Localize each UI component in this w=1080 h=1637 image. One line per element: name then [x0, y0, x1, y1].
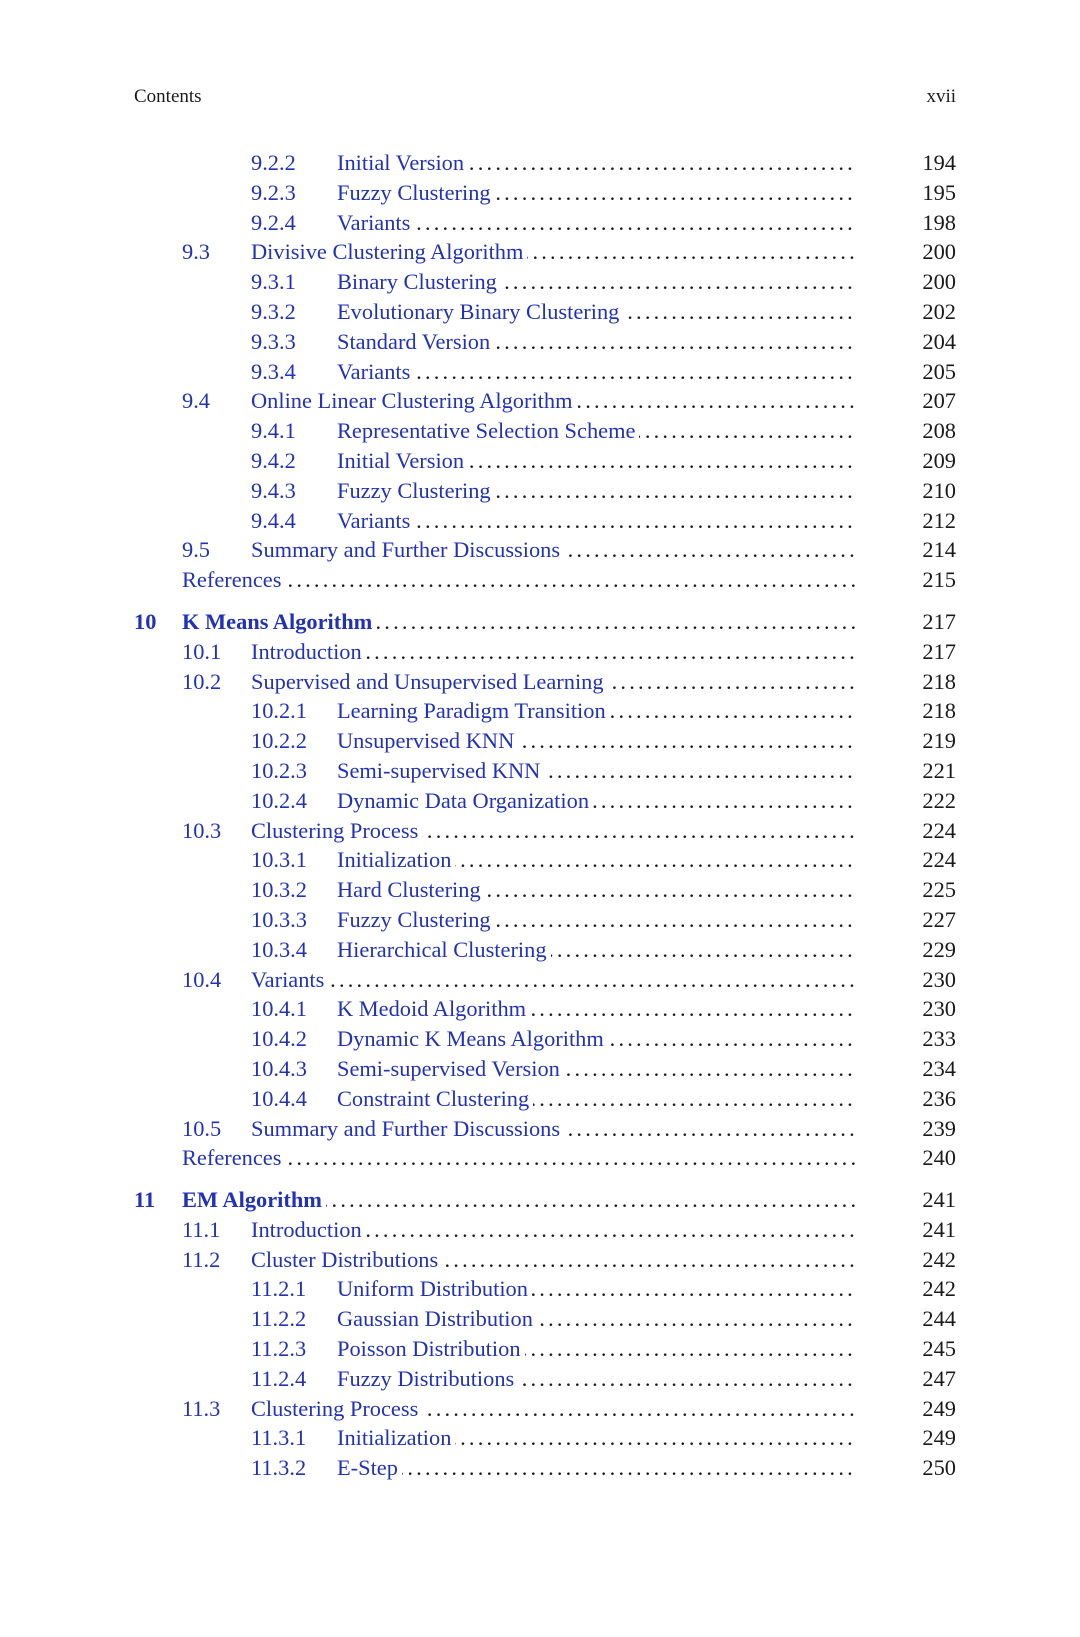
toc-entry-title-leader[interactable]	[337, 446, 856, 476]
toc-entry-title[interactable]: Clustering Process	[251, 818, 422, 843]
toc-entry-page: 219	[922, 728, 956, 754]
toc-entry-number[interactable]: 10.4.2	[251, 1026, 307, 1052]
toc-entry-title[interactable]: Poisson Distribution	[337, 1336, 525, 1361]
toc-entry[interactable]	[134, 208, 956, 238]
toc-entry-title[interactable]: Semi-supervised KNN	[337, 758, 544, 783]
toc-entry-title[interactable]: Unsupervised KNN	[337, 728, 518, 753]
toc-entry-number[interactable]: 9.5	[182, 537, 210, 563]
toc-entry-page: 207	[922, 388, 956, 414]
toc-entry-title-leader[interactable]	[337, 357, 856, 387]
toc-entry-page: 241	[922, 1187, 956, 1213]
toc-entry-number[interactable]: 10.3.1	[251, 847, 307, 873]
toc-entry-page: 240	[922, 1145, 956, 1171]
toc-entry-number[interactable]: 11.3.2	[251, 1455, 307, 1481]
toc-entry[interactable]	[134, 696, 956, 726]
toc-entry[interactable]	[134, 386, 956, 416]
toc-entry-number[interactable]: 9.3.4	[251, 358, 296, 384]
toc-entry-number[interactable]: 10	[134, 608, 157, 634]
toc-entry-number[interactable]: 10.4	[182, 966, 222, 992]
toc-entry-title[interactable]: Dynamic Data Organization	[337, 788, 593, 813]
toc-entry-page: 218	[922, 668, 956, 694]
toc-entry-title[interactable]: References	[182, 567, 285, 592]
toc-entry-title[interactable]: Initialization	[337, 1425, 455, 1450]
toc-entry-title-leader[interactable]	[337, 208, 856, 238]
toc-entry-title-leader[interactable]	[337, 297, 856, 327]
toc-entry-title[interactable]: Standard Version	[337, 329, 494, 354]
toc-entry-number[interactable]: 10.2	[182, 668, 222, 694]
toc-entry-page: 242	[922, 1246, 956, 1272]
toc-entry-title[interactable]: Introduction	[251, 639, 366, 664]
toc-entry-page: 200	[922, 269, 956, 295]
toc-entry-number[interactable]: 9.3.1	[251, 269, 296, 295]
toc-entry-number[interactable]: 9.2.2	[251, 150, 296, 175]
toc-entry-title[interactable]: Clustering Process	[251, 1396, 422, 1421]
toc-entry-title[interactable]: Fuzzy Clustering	[337, 180, 495, 205]
toc-entry-title-leader[interactable]	[337, 327, 856, 357]
toc-entry-title[interactable]: Summary and Further Discussions	[251, 537, 564, 562]
toc-entry-page: 218	[922, 698, 956, 724]
toc-entry[interactable]	[134, 1334, 956, 1364]
toc-entry-title-leader[interactable]	[337, 935, 856, 965]
toc-entry[interactable]	[134, 1423, 956, 1453]
toc-entry-number[interactable]: 11	[134, 1187, 156, 1213]
toc-entry-number[interactable]: 10.3.3	[251, 906, 307, 932]
toc-entry[interactable]	[134, 237, 956, 267]
toc-entry-number[interactable]: 10.4.4	[251, 1085, 307, 1111]
toc-entry-title[interactable]: Constraint Clustering	[337, 1086, 533, 1111]
toc-entry[interactable]	[134, 297, 956, 327]
toc-entry-page: 249	[922, 1395, 956, 1421]
toc-entry-page: 236	[922, 1085, 956, 1111]
toc-entry[interactable]	[134, 667, 956, 697]
toc-entry[interactable]	[134, 1453, 956, 1483]
toc-entry[interactable]	[134, 357, 956, 387]
toc-references-entry[interactable]	[134, 1143, 956, 1173]
toc-entry-number[interactable]: 9.4.4	[251, 507, 296, 533]
toc-entry-title-leader[interactable]	[337, 905, 856, 935]
toc-entry[interactable]	[134, 1245, 956, 1275]
toc-entry[interactable]	[134, 148, 956, 178]
toc-entry-title[interactable]: Initial Version	[337, 448, 468, 473]
toc-entry-page: 227	[922, 906, 956, 932]
toc-entry-number[interactable]: 11.3.1	[251, 1425, 307, 1451]
toc-entry[interactable]	[134, 1394, 956, 1424]
toc-entry-title[interactable]: Binary Clustering	[337, 269, 501, 294]
toc-entry-number[interactable]: 10.3	[182, 817, 222, 843]
toc-entry[interactable]	[134, 786, 956, 816]
toc-entry[interactable]	[134, 1304, 956, 1334]
toc-entry-number[interactable]: 9.4.3	[251, 477, 296, 503]
toc-entry-number[interactable]: 11.2.1	[251, 1276, 307, 1302]
toc-entry-title[interactable]: Semi-supervised Version	[337, 1056, 564, 1081]
toc-entry-page: 249	[922, 1425, 956, 1451]
toc-entry-number[interactable]: 9.2.4	[251, 209, 296, 235]
toc-entry-number[interactable]: 10.4.1	[251, 996, 307, 1022]
toc-entry-title-leader[interactable]	[337, 1084, 856, 1114]
toc-entry-title-leader[interactable]	[337, 875, 856, 905]
toc-entry-page: 224	[922, 817, 956, 843]
toc-entry-title[interactable]: Representative Selection Scheme	[337, 418, 639, 443]
toc-entry-title[interactable]: Learning Paradigm Transition	[337, 698, 610, 723]
toc-entry[interactable]	[134, 965, 956, 995]
toc-entry-title[interactable]: K Medoid Algorithm	[337, 996, 530, 1021]
toc-references-entry[interactable]	[134, 565, 956, 595]
toc-entry-title[interactable]: Uniform Distribution	[337, 1276, 532, 1301]
toc-entry-title[interactable]: Summary and Further Discussions	[251, 1116, 564, 1141]
toc-entry-title-leader[interactable]	[337, 1334, 856, 1364]
toc-entry-title[interactable]: Initial Version	[337, 150, 468, 175]
toc-entry-page: 245	[922, 1336, 956, 1362]
toc-entry-page: 194	[922, 150, 956, 175]
running-head-page-number: xvii	[926, 86, 956, 107]
toc-entry-title-leader[interactable]	[251, 816, 856, 846]
toc-entry-page: 229	[922, 936, 956, 962]
toc-entry-title[interactable]: Introduction	[251, 1217, 366, 1242]
toc-entry[interactable]	[134, 1215, 956, 1245]
toc-entry-page: 217	[922, 638, 956, 664]
toc-entry-page: 234	[922, 1055, 956, 1081]
toc-entry-title[interactable]: E-Step	[337, 1455, 402, 1480]
toc-entry-number[interactable]: 10.2.4	[251, 787, 307, 813]
toc-entry-title-leader[interactable]	[251, 1394, 856, 1424]
toc-entry-page: 200	[922, 239, 956, 265]
toc-entry-title[interactable]: Variants	[337, 210, 414, 235]
toc-entry-number[interactable]: 11.1	[182, 1216, 221, 1242]
toc-entry[interactable]	[134, 446, 956, 476]
toc-entry-title-leader[interactable]	[337, 416, 856, 446]
toc-entry-page: 195	[922, 179, 956, 205]
toc-entry-page: 239	[922, 1115, 956, 1141]
toc-entry[interactable]	[134, 1364, 956, 1394]
toc-entry-number[interactable]: 10.3.2	[251, 877, 307, 903]
toc-entry-page: 210	[922, 477, 956, 503]
toc-chapter-entry[interactable]	[134, 1185, 956, 1215]
toc-entry-page: 202	[922, 298, 956, 324]
toc-entry-title-leader[interactable]	[337, 178, 856, 208]
toc-entry-number[interactable]: 10.2.1	[251, 698, 307, 724]
toc-entry[interactable]	[134, 267, 956, 297]
toc-entry-number[interactable]: 10.5	[182, 1115, 222, 1141]
toc-entry-page: 215	[922, 567, 956, 593]
toc-entry-page: 222	[922, 787, 956, 813]
toc-entry-page: 214	[922, 537, 956, 563]
toc-entry-page: 204	[922, 328, 956, 354]
toc-entry-title[interactable]: Fuzzy Clustering	[337, 907, 495, 932]
toc-entry-title-leader[interactable]	[337, 1054, 856, 1084]
toc-entry-title-leader[interactable]	[337, 726, 856, 756]
toc-entry-title[interactable]: Evolutionary Binary Clustering	[337, 299, 623, 324]
toc-entry[interactable]	[134, 756, 956, 786]
toc-entry-title-leader[interactable]	[337, 1364, 856, 1394]
toc-entry-number[interactable]: 9.3.2	[251, 298, 296, 324]
toc-entry-page: 225	[922, 877, 956, 903]
toc-entry-title[interactable]: Hierarchical Clustering	[337, 937, 551, 962]
toc-entry-title[interactable]: Variants	[337, 359, 414, 384]
toc-entry[interactable]	[134, 1054, 956, 1084]
toc-entry[interactable]	[134, 1084, 956, 1114]
toc-entry-page: 230	[922, 996, 956, 1022]
toc-entry-title-leader[interactable]	[182, 1185, 856, 1215]
toc-entry-number[interactable]: 9.4.2	[251, 447, 296, 473]
toc-entry-number[interactable]: 10.3.4	[251, 936, 307, 962]
toc-entry[interactable]	[134, 506, 956, 536]
toc-entry-number[interactable]: 11.3	[182, 1395, 221, 1421]
toc-entry-number[interactable]: 9.2.3	[251, 179, 296, 205]
toc-entry-title[interactable]: Divisive Clustering Algorithm	[251, 239, 527, 264]
toc-entry-title[interactable]: Supervised and Unsupervised Learning	[251, 669, 608, 694]
toc-entry-page: 198	[922, 209, 956, 235]
toc-entry-title-leader[interactable]	[337, 267, 856, 297]
toc-entry[interactable]	[134, 535, 956, 565]
toc-entry[interactable]	[134, 816, 956, 846]
toc-entry-title-leader[interactable]	[337, 1024, 856, 1054]
toc-entry-page: 244	[922, 1306, 956, 1332]
toc-entry-title-leader[interactable]	[337, 1274, 856, 1304]
toc-entry-number[interactable]: 11.2	[182, 1246, 221, 1272]
toc-entry[interactable]	[134, 935, 956, 965]
toc-entry-title-leader[interactable]	[337, 1453, 856, 1483]
toc-entry-title-leader[interactable]	[337, 786, 856, 816]
toc-entry-number[interactable]: 10.1	[182, 638, 222, 664]
toc-entry-page: 208	[922, 418, 956, 444]
toc-entry[interactable]	[134, 905, 956, 935]
toc-entry-title-leader[interactable]	[251, 1245, 856, 1275]
toc-entry-title-leader[interactable]	[337, 994, 856, 1024]
toc-entry-title-leader[interactable]	[337, 1423, 856, 1453]
toc-entry-title-leader[interactable]	[182, 565, 856, 595]
toc-entry-title[interactable]: EM Algorithm	[182, 1187, 326, 1212]
toc-entry-title[interactable]: Fuzzy Distributions	[337, 1366, 518, 1391]
toc-entry-page: 221	[922, 757, 956, 783]
toc-entry-number[interactable]: 11.2.4	[251, 1365, 307, 1391]
toc-entry[interactable]	[134, 178, 956, 208]
toc-entry[interactable]	[134, 726, 956, 756]
toc-entry-page: 224	[922, 847, 956, 873]
toc-entry-page: 250	[922, 1455, 956, 1481]
running-head	[134, 86, 956, 114]
toc-entry[interactable]	[134, 476, 956, 506]
toc-entry-number[interactable]: 10.2.3	[251, 757, 307, 783]
toc-entry-title-leader[interactable]	[337, 756, 856, 786]
toc-entry-page: 247	[922, 1365, 956, 1391]
toc-entry-title-leader[interactable]	[337, 1304, 856, 1334]
toc-entry[interactable]	[134, 994, 956, 1024]
toc-entry-title[interactable]: Initialization	[337, 847, 455, 872]
toc-entry[interactable]	[134, 327, 956, 357]
toc-entry-title[interactable]: Cluster Distributions	[251, 1247, 442, 1272]
toc-entry-page: 241	[922, 1216, 956, 1242]
toc-entry-page: 205	[922, 358, 956, 384]
toc-entry-title[interactable]: Gaussian Distribution	[337, 1306, 537, 1331]
toc-entry-title-leader[interactable]	[251, 667, 856, 697]
toc-entry-page: 217	[922, 608, 956, 634]
toc-entry-title[interactable]: Fuzzy Clustering	[337, 478, 495, 503]
toc-entry-number[interactable]: 11.2.2	[251, 1306, 307, 1332]
toc-entry-title-leader[interactable]	[251, 965, 856, 995]
toc-entry-number[interactable]: 11.2.3	[251, 1336, 307, 1362]
toc-entry-title[interactable]: Variants	[251, 967, 328, 992]
toc-entry-title[interactable]: References	[182, 1145, 285, 1170]
toc-entry-title-leader[interactable]	[251, 637, 856, 667]
toc-entry-title-leader[interactable]	[337, 696, 856, 726]
toc-entry-number[interactable]: 10.4.3	[251, 1055, 307, 1081]
toc-entry-page: 230	[922, 966, 956, 992]
toc-entry-title[interactable]: Hard Clustering	[337, 877, 485, 902]
toc-entry-title[interactable]: Online Linear Clustering Algorithm	[251, 388, 577, 413]
toc-entry-title-leader[interactable]	[251, 237, 856, 267]
toc-entry-title-leader[interactable]	[251, 1215, 856, 1245]
toc-entry-title[interactable]: Dynamic K Means Algorithm	[337, 1026, 608, 1051]
toc-entry[interactable]	[134, 637, 956, 667]
toc-entry-title-leader[interactable]	[251, 535, 856, 565]
toc-entry-number[interactable]: 9.4	[182, 388, 210, 414]
toc-entry-title-leader[interactable]	[182, 1143, 856, 1173]
toc-entry-title-leader[interactable]	[182, 607, 856, 637]
toc-entry[interactable]	[134, 1274, 956, 1304]
running-head-title: Contents	[134, 86, 202, 107]
toc-entry[interactable]	[134, 1024, 956, 1054]
table-of-contents	[134, 148, 956, 1483]
toc-entry-title-leader[interactable]	[251, 386, 856, 416]
toc-entry-title-leader[interactable]	[337, 845, 856, 875]
toc-entry-page: 209	[922, 447, 956, 473]
toc-entry-title-leader[interactable]	[337, 476, 856, 506]
toc-entry-page: 233	[922, 1026, 956, 1052]
toc-entry-title-leader[interactable]	[337, 506, 856, 536]
toc-entry-number[interactable]: 9.3	[182, 239, 210, 265]
toc-entry-title-leader[interactable]	[337, 148, 856, 178]
toc-entry-page: 242	[922, 1276, 956, 1302]
toc-entry-title-leader[interactable]	[251, 1114, 856, 1144]
toc-entry[interactable]	[134, 845, 956, 875]
toc-entry-page: 212	[922, 507, 956, 533]
toc-entry-number[interactable]: 10.2.2	[251, 728, 307, 754]
toc-entry-number[interactable]: 9.4.1	[251, 418, 296, 444]
toc-chapter-entry[interactable]	[134, 607, 956, 637]
toc-entry[interactable]	[134, 875, 956, 905]
toc-entry-title[interactable]: Variants	[337, 508, 414, 533]
toc-entry-title[interactable]: K Means Algorithm	[182, 609, 376, 634]
toc-entry[interactable]	[134, 416, 956, 446]
toc-entry-number[interactable]: 9.3.3	[251, 328, 296, 354]
toc-entry[interactable]	[134, 1114, 956, 1144]
